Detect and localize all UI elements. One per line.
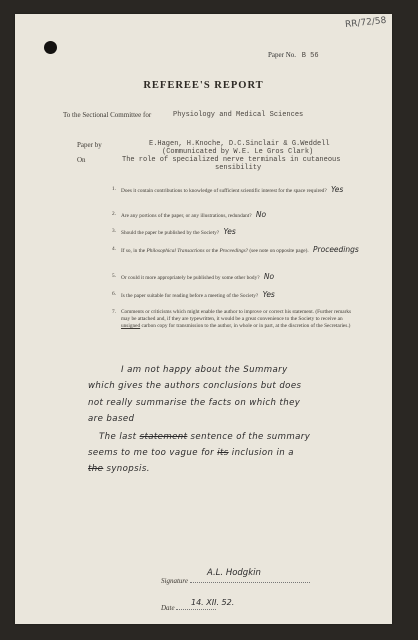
paper-subject: The role of specialized nerve terminals in cutaneous — [122, 156, 341, 164]
comment-line-1: I am not happy about the Summary — [121, 365, 288, 375]
paper-subject-cont: sensibility — [215, 164, 262, 172]
paper-authors: E.Hagen, H.Knoche, D.C.Sinclair & G.Weddell — [149, 140, 330, 148]
committee-value: Physiology and Medical Sciences — [173, 111, 304, 119]
paper-number-label: Paper No. — [268, 51, 296, 59]
signature-label: Signature — [161, 577, 188, 585]
date-row — [161, 598, 235, 612]
paper-number-value: B 56 — [301, 52, 319, 60]
handwritten-reference-number: RR/72/58 — [344, 15, 387, 31]
question-3: 3. Should the paper be published by the Society? Yes — [112, 227, 236, 236]
signature-row — [161, 568, 310, 585]
question-6: 6. Is the paper suitable for reading before a meeting of the Society? Yes — [112, 290, 275, 299]
comment-line-6: seems to me too vague for its inclusion in a — [88, 448, 294, 458]
date-value: 14. XII. 52. — [191, 598, 235, 607]
paper-on-label: On — [77, 156, 86, 164]
paper-number — [268, 51, 319, 60]
question-2: 2. Are any portions of the paper, or any illustrations, redundant? No — [112, 210, 267, 219]
date-label: Date — [161, 604, 175, 612]
answer-6: Yes — [262, 290, 275, 299]
punch-hole — [44, 41, 57, 54]
answer-4: Proceedings — [313, 245, 359, 254]
comment-line-7: the synopsis. — [88, 464, 150, 474]
referee-report-sheet — [15, 14, 392, 624]
question-5: 5. Or could it more appropriately be published by some other body? No — [112, 272, 275, 281]
question-4: 4. If so, in the Philosophical Transactions or the Proceedings? (see note on opposite page). Proceedings — [112, 245, 359, 254]
paper-communicator: (Communicated by W.E. Le Gros Clark) — [162, 148, 314, 156]
signature-value: A.L. Hodgkin — [207, 568, 261, 578]
answer-2: No — [255, 210, 267, 219]
comment-line-3: not really summarise the facts on which they — [88, 398, 301, 408]
paper-by-label: Paper by — [77, 141, 102, 149]
comment-line-2: which gives the authors conclusions but does — [88, 381, 302, 391]
page-title: REFEREE'S REPORT — [143, 80, 264, 91]
committee-label: To the Sectional Committee for — [63, 111, 152, 119]
question-7: 7. Comments or criticisms which might enable the author to improve or correct his statement. (Further remarks may be attached and, if they are typewritten, it would be a great convenience to the Society to receive an unsigned carbon copy for transmission to the author, in whole or in part, at the discretion of the Secretaries.) — [112, 309, 352, 330]
comment-line-4: are based — [88, 414, 135, 424]
answer-3: Yes — [223, 227, 236, 236]
comment-line-5: The last statement sentence of the summary — [99, 432, 311, 442]
answer-1: Yes — [331, 185, 344, 194]
answer-5: No — [263, 272, 275, 281]
question-1: 1. Does it contain contributions to knowledge of sufficient scientific interest for the space required? Yes — [112, 185, 344, 194]
